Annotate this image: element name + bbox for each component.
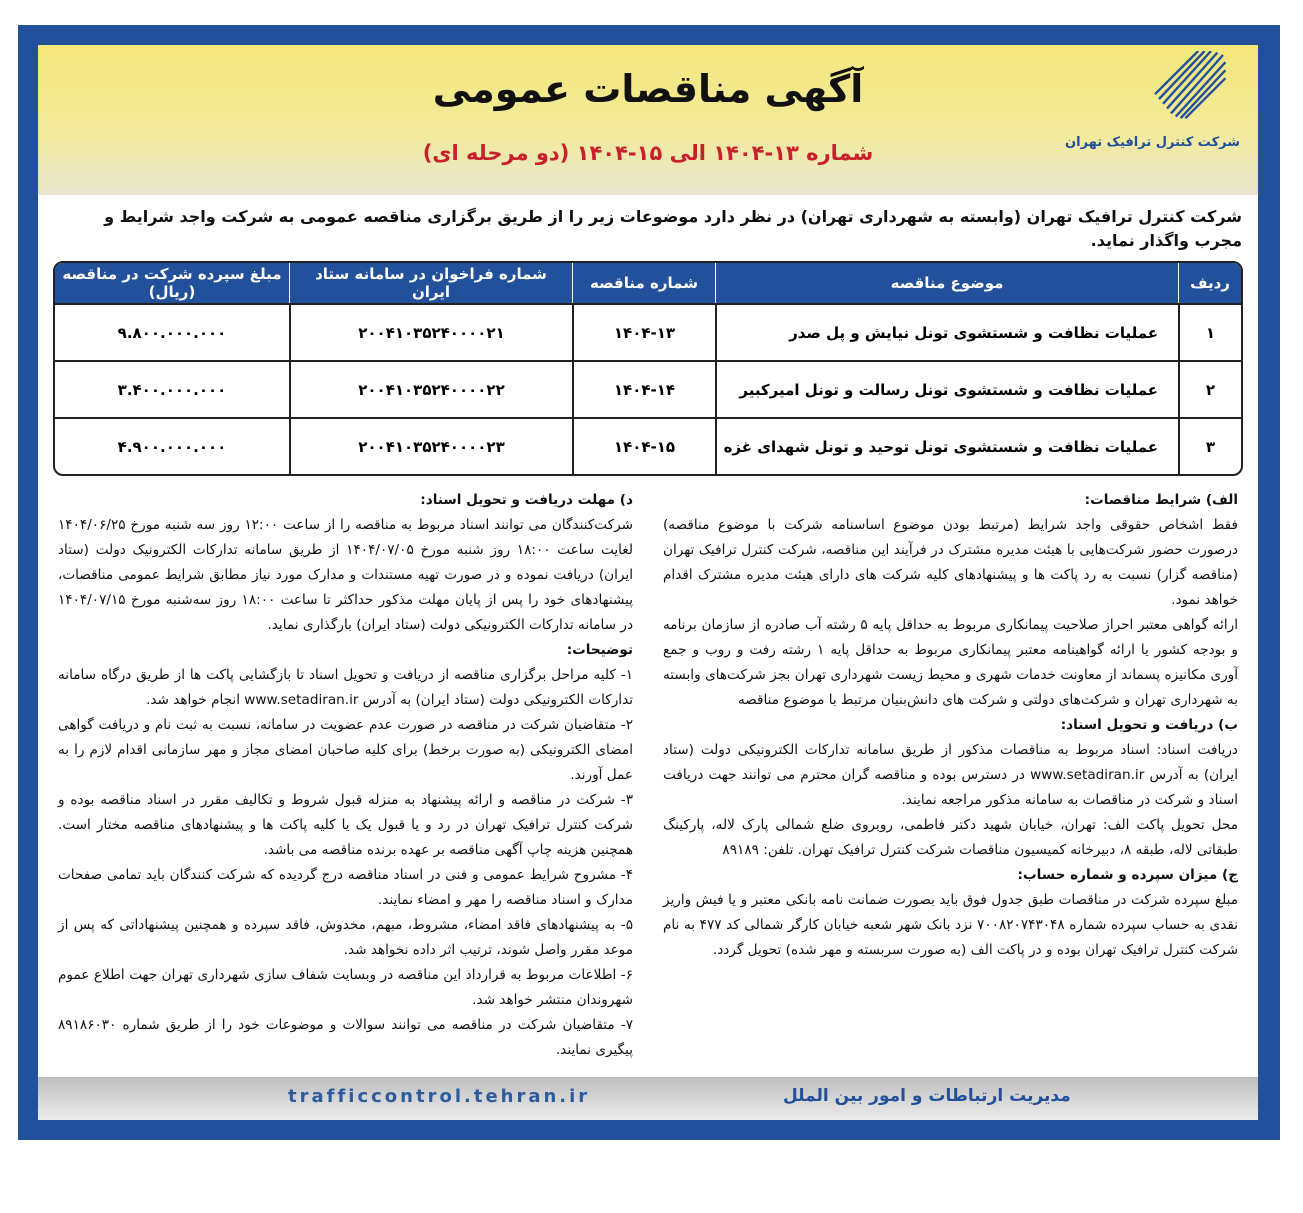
- row-subject: عملیات نظافت و شستشوی تونل نیایش و پل صدر: [715, 303, 1178, 360]
- row-tender-number: ۱۴۰۴-۱۴: [572, 360, 715, 417]
- col-subject: موضوع مناقصه: [715, 263, 1178, 303]
- paragraph: ارائه گواهی معتبر احراز صلاحیت پیمانکاری مربوط به حداقل پایه ۵ رشته آب صادره از سازمان برنامه و بودجه کشور یا ارائه گواهینامه معتبر پیمانکاری مربوط به حداقل پایه ۱ رشته رفت و روب و جمع آوری مکانیزه پسماند از معاونت خدمات شهری و محیط زیست شهرداری تهران بجز شرکت‌های وابسته به شهرداری تهران و شرکت‌های دولتی و شرکت های دانش‌بنیان مرتبط با موضوع مناقصه: [663, 617, 1238, 708]
- row-subject: عملیات نظافت و شستشوی تونل رسالت و تونل امیرکبیر: [715, 360, 1178, 417]
- paragraph: ۱- کلیه مراحل برگزاری مناقصه از دریافت و تحویل اسناد تا بازگشایی پاکت ها از طریق درگاه سامانه تدارکات الکترونیکی دولت (ستاد ایران) به آدرس www.setadiran.ir انجام خواهد شد.: [58, 667, 633, 708]
- paragraph: محل تحویل پاکت الف: تهران، خیابان شهید دکتر فاطمی، روبروی ضلع شمالی پارک لاله، پارکینگ طبقاتی لاله، طبقه ۸، دبیرخانه کمیسیون مناقصات شرکت کنترل ترافیک تهران. تلفن: ۸۹۱۸۹: [663, 817, 1238, 858]
- company-logo-icon: [1110, 51, 1240, 131]
- section-heading: ب) دریافت و تحویل اسناد:: [1060, 717, 1238, 733]
- row-tender-number: ۱۴۰۴-۱۵: [572, 417, 715, 474]
- row-deposit: ۳.۴۰۰.۰۰۰.۰۰۰: [55, 360, 289, 417]
- notice-body: [38, 45, 1258, 1120]
- tender-table: [53, 261, 1243, 476]
- col-call-number: شماره فراخوان در سامانه ستاد ایران: [289, 263, 572, 303]
- department-name: مدیریت ارتباطات و امور بین الملل: [783, 1086, 1071, 1106]
- section-heading: توضیحات:: [566, 642, 633, 658]
- row-deposit: ۹.۸۰۰.۰۰۰.۰۰۰: [55, 303, 289, 360]
- table-row: [55, 417, 1241, 474]
- table-row: [55, 303, 1241, 360]
- company-logo-text: شرکت کنترل ترافیک تهران: [1065, 135, 1240, 150]
- section-heading: الف) شرایط مناقصات:: [1084, 492, 1238, 508]
- paragraph: مبلغ سپرده شرکت در مناقصات طبق جدول فوق باید بصورت ضمانت نامه بانکی معتبر و یا فیش واریز نقدی به حساب سپرده شماره ۷۰۰۸۲۰۷۴۳۰۴۸ نزد بانک شهر شعبه خیابان کارگر شمالی کد ۴۷۷ به نام شرکت کنترل ترافیک تهران بوده و در پاکت الف (به صورت سربسته و مهر شده) تحویل گردد.: [663, 892, 1238, 958]
- row-call-number: ۲۰۰۴۱۰۳۵۲۴۰۰۰۰۲۱: [289, 303, 572, 360]
- body-columns: [58, 488, 1238, 1063]
- section-heading: د) مهلت دریافت و تحویل اسناد:: [420, 492, 633, 508]
- row-subject: عملیات نظافت و شستشوی تونل توحید و تونل شهدای غزه: [715, 417, 1178, 474]
- deadline-column: [58, 488, 633, 1063]
- row-call-number: ۲۰۰۴۱۰۳۵۲۴۰۰۰۰۲۳: [289, 417, 572, 474]
- row-tender-number: ۱۴۰۴-۱۳: [572, 303, 715, 360]
- col-deposit: مبلغ سپرده شرکت در مناقصه (ریال): [55, 263, 289, 303]
- col-tender-number: شماره مناقصه: [572, 263, 715, 303]
- paragraph: ۵- به پیشنهادهای فاقد امضاء، مشروط، مبهم، مخدوش، فاقد سپرده و همچنین پیشنهاداتی که پس از موعد مقرر واصل شوند، ترتیب اثر داده نخواهد شد.: [58, 917, 633, 958]
- website-link[interactable]: trafficcontrol.tehran.ir: [288, 1086, 591, 1107]
- paragraph: ۶- اطلاعات مربوط به قرارداد این مناقصه در وبسایت شفاف سازی شهرداری تهران جهت اطلاع عموم شهروندان منتشر خواهد شد.: [58, 967, 633, 1008]
- paragraph: فقط اشخاص حقوقی واجد شرایط (مرتبط بودن موضوع اساسنامه شرکت با موضوع مناقصه) درصورت حضور شرکت‌هایی با هیئت مدیره مشترک در فرآیند این مناقصه، شرکت کنترل ترافیک تهران (مناقصه گزار) نسبت به رد پاکت ها و پیشنهادهای کلیه شرکت های دارای هیئت مدیره مشترک اقدام خواهد نمود.: [663, 517, 1238, 608]
- paragraph: ۴- مشروح شرایط عمومی و فنی در اسناد مناقصه درج گردیده که شرکت کنندگان باید تمامی صفحات مدارک و اسناد مناقصه را مهر و امضاء نمایند.: [58, 867, 633, 908]
- tender-number-range: شماره ۱۳-۱۴۰۴ الی ۱۵-۱۴۰۴ (دو مرحله ای): [422, 141, 874, 165]
- row-number: ۲: [1178, 360, 1241, 417]
- row-number: ۱: [1178, 303, 1241, 360]
- row-call-number: ۲۰۰۴۱۰۳۵۲۴۰۰۰۰۲۲: [289, 360, 572, 417]
- table-row: [55, 360, 1241, 417]
- paragraph: شرکت‌کنندگان می توانند اسناد مربوط به مناقصه را از ساعت ۱۲:۰۰ روز سه شنبه مورخ ۱۴۰۴/۰۶/۲۵ لغایت ساعت ۱۸:۰۰ روز شنبه مورخ ۱۴۰۴/۰۷/۰۵ از طریق سامانه تدارکات الکترونیک دولت (ستاد ایران) دریافت نموده و در صورت تهیه مستندات و مدارک مورد نیاز مطابق شرایط عمومی مناقصات، پیشنهادهای خود را پس از پایان مهلت مذکور حداکثر تا ساعت ۱۸:۰۰ روز سه‌شنبه مورخ ۱۴۰۴/۰۷/۱۵ در سامانه تدارکات الکترونیکی دولت (ستاد ایران) بارگذاری نماید.: [58, 517, 633, 633]
- paragraph: ۲- متقاضیان شرکت در مناقصه در صورت عدم عضویت در سامانه، نسبت به ثبت نام و دریافت گواهی امضای الکترونیکی (به صورت برخط) برای کلیه صاحبان امضای مجاز و مهر سازمانی اقدام لازم را به عمل آورند.: [58, 717, 633, 783]
- row-number: ۳: [1178, 417, 1241, 474]
- section-heading: ج) میزان سپرده و شماره حساب:: [1017, 867, 1238, 883]
- paragraph: ۳- شرکت در مناقصه و ارائه پیشنهاد به منزله قبول شروط و تکالیف مقرر در اسناد مناقصه بوده و شرکت کنترل ترافیک تهران در رد و یا قبول یک یا کلیه پاکت ها و پیشنهادهای مناقصه مختار است. همچنین هزینه چاپ آگهی مناقصه بر عهده برنده مناقصه می باشد.: [58, 792, 633, 858]
- table-header-row: [55, 263, 1241, 303]
- header-banner: [38, 45, 1258, 195]
- intro-text: شرکت کنترل ترافیک تهران (وابسته به شهرداری تهران) در نظر دارد موضوعات زیر را از طریق برگزاری مناقصه عمومی به شرکت واجد شرایط و مجرب واگذار نماید.: [104, 207, 1242, 250]
- paragraph: دریافت اسناد: اسناد مربوط به مناقصات مذکور از طریق سامانه تدارکات الکترونیکی دولت (ستاد ایران) به آدرس www.setadiran.ir در دسترس بوده و مناقصه گران محترم می توانند جهت دریافت اسناد و شرکت در مناقصات به سامانه مذکور مراجعه نمایند.: [663, 742, 1238, 808]
- page-title: آگهی مناقصات عمومی: [432, 67, 864, 111]
- paragraph: ۷- متقاضیان شرکت در مناقصه می توانند سوالات و موضوعات خود را از طریق شماره ۸۹۱۸۶۰۳۰ پیگیری نمایند.: [58, 1017, 633, 1058]
- col-row-number: ردیف: [1178, 263, 1241, 303]
- row-deposit: ۴.۹۰۰.۰۰۰.۰۰۰: [55, 417, 289, 474]
- footer-bar: [38, 1077, 1258, 1120]
- notice-frame: [18, 25, 1280, 1140]
- conditions-column: [663, 488, 1238, 1063]
